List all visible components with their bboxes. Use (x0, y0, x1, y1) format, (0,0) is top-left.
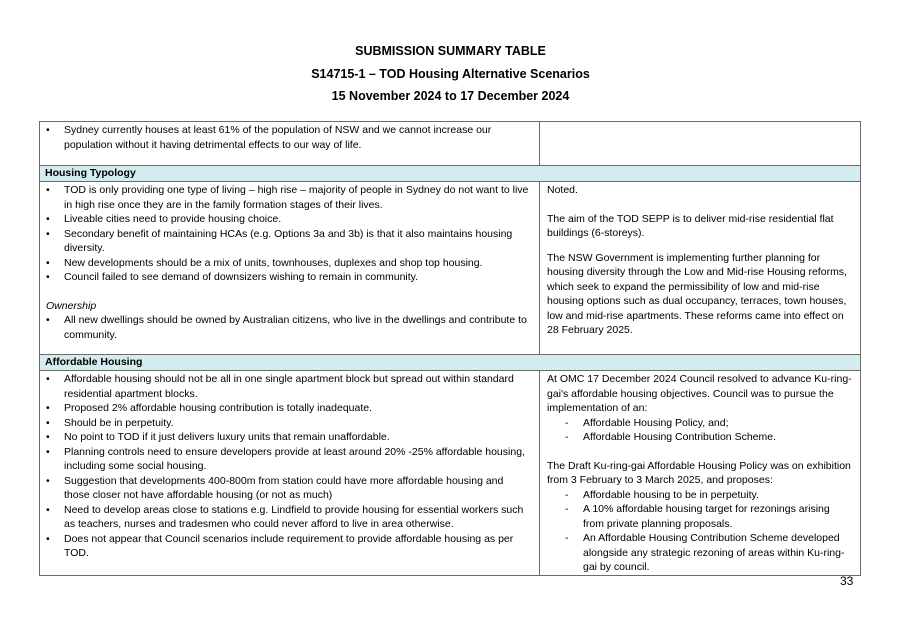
intro-response-cell (540, 122, 861, 166)
housing-typology-response-cell (540, 182, 861, 355)
list-item: • Should be in perpetuity. (40, 416, 539, 431)
list-item: - A 10% affordable housing target for rezonings arising from private planning proposals. (540, 502, 860, 531)
list-item: • TOD is only providing one type of living – high rise – majority of people in Sydney do not want to live in high rise once they are in the family formation stages of their lives. (40, 183, 539, 212)
housing-typology-submissions-cell (40, 182, 540, 355)
section-heading: Housing Typology (40, 166, 861, 182)
list-item: • New developments should be a mix of units, townhouses, duplexes and shop top housing. (40, 256, 539, 271)
intro-submissions-cell (40, 122, 540, 166)
list-item: • No point to TOD if it just delivers luxury units that remain unaffordable. (40, 430, 539, 445)
submission-summary-table (39, 121, 861, 576)
response-paragraph: Noted. (547, 184, 578, 196)
list-item: • Affordable housing should not be all in one single apartment block but spread out within standard residential apartment blocks. (40, 372, 539, 401)
list-item: • Does not appear that Council scenarios include requirement to provide affordable housing as per TOD. (40, 532, 539, 561)
table-row-intro (40, 122, 861, 166)
section-heading-row-affordable-housing (40, 355, 861, 371)
list-item: • Liveable cities need to provide housing choice. (40, 212, 539, 227)
list-item: • Need to develop areas close to stations e.g. Lindfield to provide housing for essential workers such as teachers, nurses and tradesmen who could never afford to live in area otherwise. (40, 503, 539, 532)
document-subtitle: S14715-1 – TOD Housing Alternative Scenarios (311, 67, 590, 81)
affordable-housing-response-cell (540, 371, 861, 576)
ownership-subheading: Ownership (46, 299, 97, 312)
list-item: • Council failed to see demand of downsizers wishing to remain in community. (40, 270, 539, 285)
document-title: SUBMISSION SUMMARY TABLE (355, 44, 546, 58)
response-paragraph: At OMC 17 December 2024 Council resolved to advance Ku-ring-gai's affordable housing objectives. Council was to pursue the implementation of an: (547, 373, 852, 414)
list-item: • Suggestion that developments 400-800m from station could have more affordable housing and those closer not have affordable housing (or not as much) (40, 474, 539, 503)
section-heading: Affordable Housing (40, 355, 861, 371)
list-item: • All new dwellings should be owned by Australian citizens, who live in the dwellings and contribute to community. (40, 313, 539, 342)
section-heading-row-housing-typology (40, 166, 861, 182)
list-item: • Sydney currently houses at least 61% of the population of NSW and we cannot increase our population without it having detrimental effects to our way of life. (40, 123, 539, 152)
table-row-affordable-housing (40, 371, 861, 576)
table-row-housing-typology (40, 182, 861, 355)
response-paragraph: The NSW Government is implementing further planning for housing diversity through the Low and Mid-rise Housing reforms, which seek to expand the permissibility of low and mid-rise housing options such as dual occupancy, terraces, town houses, low and mid-rise apartments. These reforms came into effect on 28 February 2025. (547, 251, 847, 336)
response-paragraph: The aim of the TOD SEPP is to deliver mid-rise residential flat buildings (6-storeys). (547, 212, 834, 239)
list-item: - Affordable housing to be in perpetuity. (540, 488, 860, 503)
list-item: - Affordable Housing Policy, and; (540, 416, 860, 431)
list-item: - An Affordable Housing Contribution Scheme developed alongside any strategic rezoning of areas within Ku-ring-gai by council. (540, 531, 860, 575)
list-item: - Affordable Housing Contribution Scheme. (540, 430, 860, 445)
list-item: • Planning controls need to ensure developers provide at least around 20% -25% affordable housing, including some social housing. (40, 445, 539, 474)
affordable-housing-submissions-cell (40, 371, 540, 576)
document-dates: 15 November 2024 to 17 December 2024 (331, 89, 570, 103)
response-paragraph: The Draft Ku-ring-gai Affordable Housing Policy was on exhibition from 3 February to 3 March 2025, and proposes: (547, 459, 851, 486)
page-number: 33 (840, 574, 854, 588)
list-item: • Proposed 2% affordable housing contribution is totally inadequate. (40, 401, 539, 416)
list-item: • Secondary benefit of maintaining HCAs (e.g. Options 3a and 3b) is that it also maintains housing diversity. (40, 227, 539, 256)
